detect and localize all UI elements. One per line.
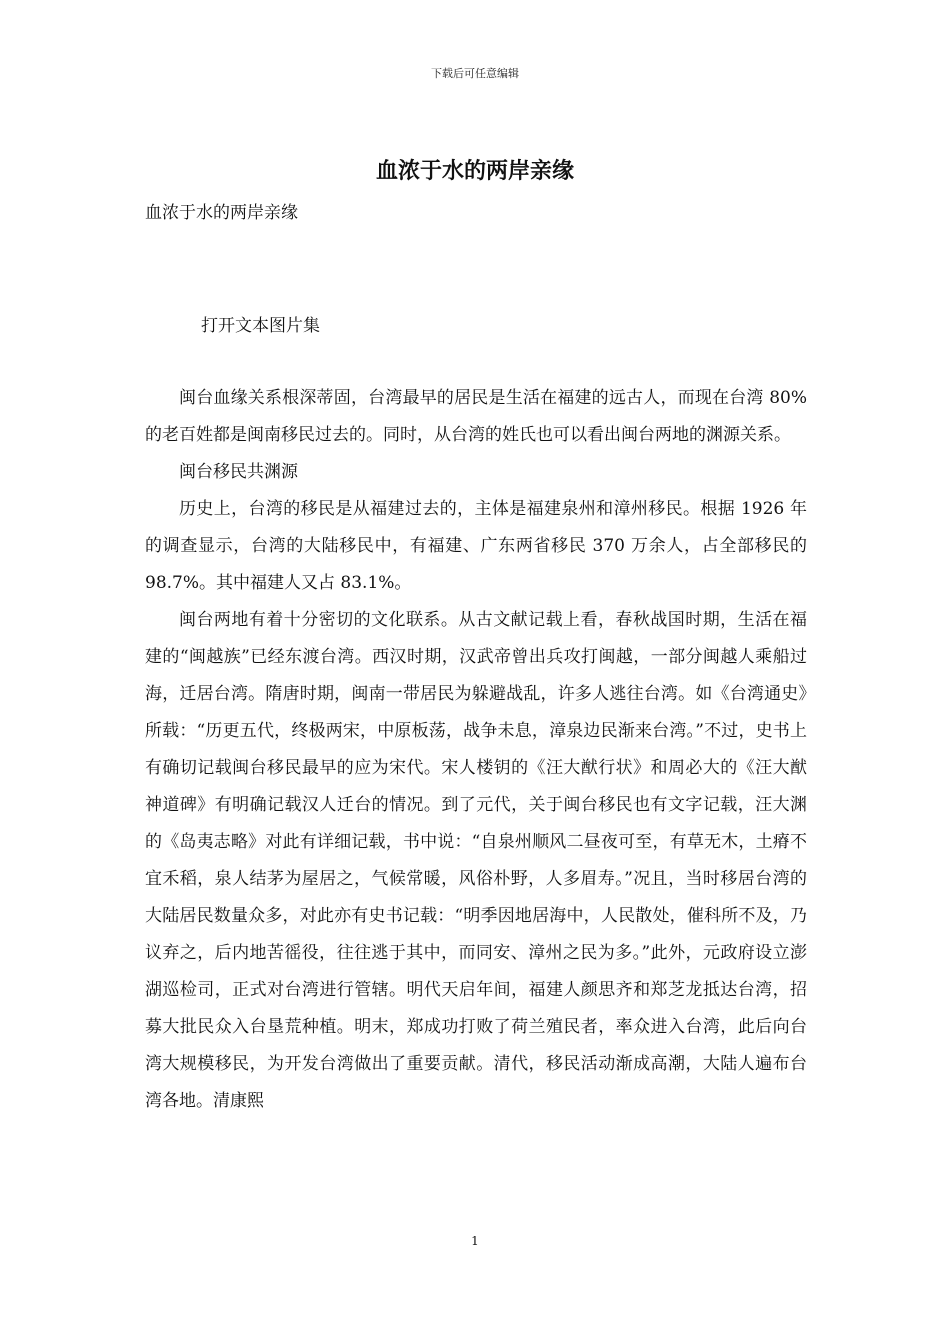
paragraph-intro: 闽台血缘关系根深蒂固，台湾最早的居民是生活在福建的远古人，而现在台湾 80%的老百姓都是闽南移民过去的。同时，从台湾的姓氏也可以看出闽台两地的渊源关系。 — [145, 388, 807, 445]
open-image-gallery-link[interactable]: 打开文本图片集 — [201, 316, 320, 336]
paragraph-culture: 闽台两地有着十分密切的文化联系。从古文献记载上看，春秋战国时期，生活在福建的“闽越族”已经东渡台湾。西汉时期，汉武帝曾出兵攻打闽越，一部分闽越人乘船过海，迁居台湾。隋唐时期，闽南一带居民为躲避战乱，许多人逃往台湾。如《台湾通史》所载：“历更五代，终极两宋，中原板荡，战争未息，漳泉边民渐来台湾。”不过，史书上有确切记载闽台移民最早的应为宋代。宋人楼钥的《汪大猷行状》和周必大的《汪大猷神道碑》有明确记载汉人迁台的情况。到了元代，关于闽台移民也有文字记载，汪大渊的《岛夷志略》对此有详细记载，书中说：“自泉州顺风二昼夜可至，有草无木，土瘠不宜禾稻，泉人结茅为屋居之，气候常暖，风俗朴野，人多眉寿。”况且，当时移居台湾的大陆居民数量众多，对此亦有史书记载：“明季因地居海中，人民散处，催科所不及，乃议弃之，后内地苦徭役，往往逃于其中，而同安、漳州之民为多。”此外，元政府设立澎湖巡检司，正式对台湾进行管辖。明代天启年间，福建人颜思齐和郑芝龙抵达台湾，招募大批民众入台垦荒种植。明末，郑成功打败了荷兰殖民者，率众进入台湾，此后向台湾大规模移民，为开发台湾做出了重要贡献。清代，移民活动渐成高潮，大陆人遍布台湾各地。清康熙 — [145, 610, 807, 1111]
header-note: 下载后可任意编辑 — [431, 67, 519, 80]
paragraph-history: 历史上，台湾的移民是从福建过去的，主体是福建泉州和漳州移民。根据 1926 年的调查显示，台湾的大陆移民中，有福建、广东两省移民 370 万余人，占全部移民的 98.7%。其中福建人又占 83.1%。 — [145, 499, 807, 593]
document-subtitle: 血浓于水的两岸亲缘 — [145, 203, 298, 223]
page-number: 1 — [471, 1234, 479, 1248]
document-body — [145, 380, 807, 1120]
section-heading: 闽台移民共渊源 — [179, 462, 298, 482]
document-title: 血浓于水的两岸亲缘 — [375, 158, 574, 184]
